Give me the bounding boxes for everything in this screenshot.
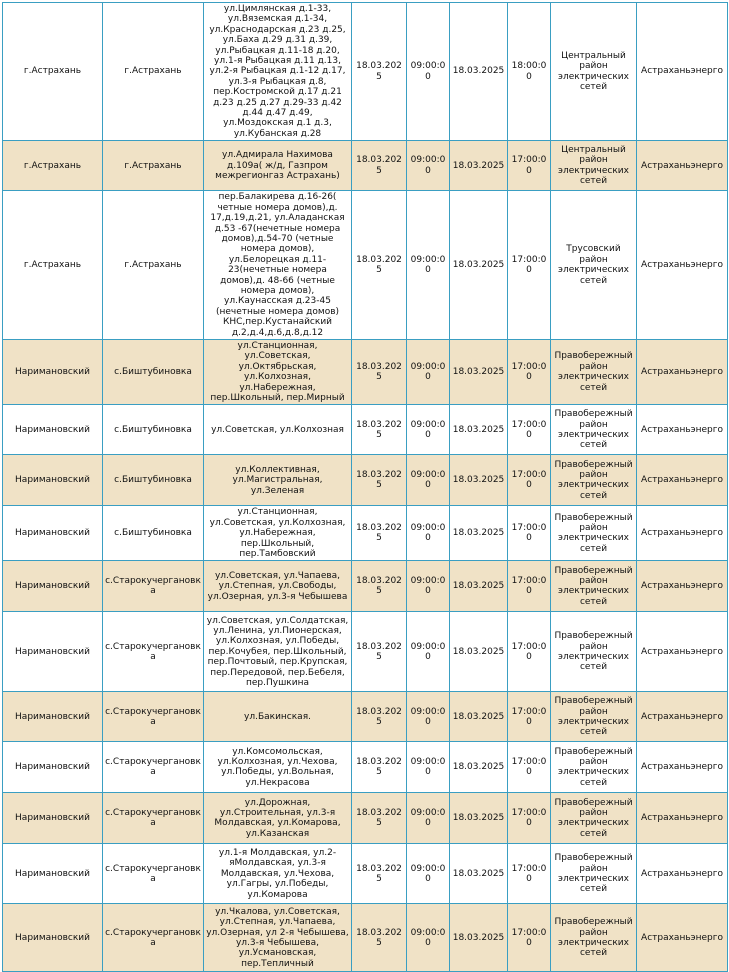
start-time-cell: 09:00:00 [407,561,450,612]
start-date-cell: 18.03.2025 [352,742,407,793]
district-cell: Наримановский [3,692,103,742]
district-cell: Наримановский [3,455,103,506]
start-time-cell: 09:00:00 [407,904,450,972]
table-row [3,3,728,141]
table-row [3,455,728,506]
streets-cell: ул.Адмирала Нахимова д.109а( ж/д, Газпром межрегионгаз Астрахань) [204,141,352,191]
table-row [3,742,728,793]
company-cell: Астраханьэнерго [637,612,728,692]
network-cell: Правобережный район электрических сетей [551,742,637,793]
company-cell: Астраханьэнерго [637,455,728,506]
end-date-cell: 18.03.2025 [450,561,508,612]
end-time-cell: 17:00:00 [508,561,551,612]
start-time-cell: 09:00:00 [407,612,450,692]
start-date-cell: 18.03.2025 [352,506,407,561]
company-cell: Астраханьэнерго [637,561,728,612]
start-time-cell: 09:00:00 [407,844,450,904]
settlement-cell: с.Старокучергановка [103,561,204,612]
end-date-cell: 18.03.2025 [450,742,508,793]
streets-cell: ул.Советская, ул.Чапаева, ул.Степная, ул.Свободы, ул.Озерная, ул.3-я Чебышева [204,561,352,612]
settlement-cell: г.Астрахань [103,3,204,141]
district-cell: Наримановский [3,904,103,972]
end-date-cell: 18.03.2025 [450,844,508,904]
company-cell: Астраханьэнерго [637,339,728,404]
table-row [3,141,728,191]
start-time-cell: 09:00:00 [407,506,450,561]
start-time-cell: 09:00:00 [407,141,450,191]
table-row [3,561,728,612]
start-date-cell: 18.03.2025 [352,141,407,191]
district-cell: Наримановский [3,742,103,793]
settlement-cell: с.Старокучергановка [103,692,204,742]
streets-cell: пер.Балакирева д.16-26( четные номера домов),д. 17,д.19,д.21, ул.Аладанская д.53 -67(нечетные номера домов),д.54-70 (четные номера домов), ул.Белорецкая д.11- 23(нечетные номера домов),д. 48-66 (четные номера домов), ул.Каунасская д.23-45 (нечетные номера домов) КНС,пер.Кустанайский д.2,д.4,д.6,д.8,д.12 [204,191,352,340]
district-cell: Наримановский [3,561,103,612]
start-date-cell: 18.03.2025 [352,844,407,904]
streets-cell: ул.Советская, ул.Колхозная [204,405,352,455]
company-cell: Астраханьэнерго [637,904,728,972]
settlement-cell: с.Старокучергановка [103,742,204,793]
end-time-cell: 17:00:00 [508,191,551,340]
network-cell: Правобережный район электрических сетей [551,844,637,904]
end-date-cell: 18.03.2025 [450,141,508,191]
table-row [3,339,728,404]
table-row [3,904,728,972]
start-time-cell: 09:00:00 [407,405,450,455]
end-time-cell: 17:00:00 [508,455,551,506]
streets-cell: ул.Бакинская. [204,692,352,742]
start-time-cell: 09:00:00 [407,692,450,742]
settlement-cell: с.Старокучергановка [103,844,204,904]
network-cell: Трусовский район электрических сетей [551,191,637,340]
start-date-cell: 18.03.2025 [352,692,407,742]
district-cell: г.Астрахань [3,3,103,141]
company-cell: Астраханьэнерго [637,742,728,793]
start-date-cell: 18.03.2025 [352,561,407,612]
table-row [3,612,728,692]
start-time-cell: 09:00:00 [407,339,450,404]
table-row [3,793,728,844]
table-row [3,844,728,904]
network-cell: Центральный район электрических сетей [551,3,637,141]
end-time-cell: 17:00:00 [508,742,551,793]
network-cell: Правобережный район электрических сетей [551,455,637,506]
table-row [3,692,728,742]
end-time-cell: 17:00:00 [508,844,551,904]
company-cell: Астраханьэнерго [637,141,728,191]
start-date-cell: 18.03.2025 [352,339,407,404]
streets-cell: ул.Цимлянская д.1-33, ул.Вяземская д.1-34, ул.Краснодарская д.23 д.25, ул.Баха д.29 д.31 д.39, ул.Рыбацкая д.11-18 д.20, ул.1-я Рыбацкая д.11 д.13, ул.2-я Рыбацкая д.1-12 д.17, ул.3-я Рыбацкая д.8, пер.Костромской д.17 д.21 д.23 д.25 д.27 д.29-33 д.42 д.44 д.47 д.49, ул.Моздокская д.1 д.3, ул.Кубанская д.28 [204,3,352,141]
end-date-cell: 18.03.2025 [450,692,508,742]
streets-cell: ул.Дорожная, ул.Строительная, ул.3-я Молдавская, ул.Комарова, ул.Казанская [204,793,352,844]
settlement-cell: с.Биштубиновка [103,405,204,455]
network-cell: Центральный район электрических сетей [551,141,637,191]
settlement-cell: с.Старокучергановка [103,904,204,972]
end-date-cell: 18.03.2025 [450,455,508,506]
company-cell: Астраханьэнерго [637,506,728,561]
start-date-cell: 18.03.2025 [352,612,407,692]
district-cell: Наримановский [3,844,103,904]
company-cell: Астраханьэнерго [637,844,728,904]
start-time-cell: 09:00:00 [407,455,450,506]
end-date-cell: 18.03.2025 [450,612,508,692]
district-cell: Наримановский [3,612,103,692]
streets-cell: ул.Станционная, ул.Советская, ул.Колхозная, ул.Набережная, пер.Школьный, пер.Тамбовский [204,506,352,561]
network-cell: Правобережный район электрических сетей [551,793,637,844]
district-cell: Наримановский [3,793,103,844]
table-row [3,405,728,455]
end-date-cell: 18.03.2025 [450,405,508,455]
district-cell: Наримановский [3,506,103,561]
start-date-cell: 18.03.2025 [352,3,407,141]
end-time-cell: 17:00:00 [508,692,551,742]
start-date-cell: 18.03.2025 [352,455,407,506]
end-time-cell: 17:00:00 [508,141,551,191]
streets-cell: ул.1-я Молдавская, ул.2- яМолдавская, ул.3-я Молдавская, ул.Чехова, ул.Гагры, ул.Победы, ул.Комарова [204,844,352,904]
end-date-cell: 18.03.2025 [450,506,508,561]
company-cell: Астраханьэнерго [637,793,728,844]
streets-cell: ул.Советская, ул.Солдатская, ул.Ленина, ул.Пионерская, ул.Колхозная, ул.Победы, пер.Кочубея, пер.Школьный, пер.Почтовый, пер.Крупская, пер.Передовой, пер.Бебеля, пер.Пушкина [204,612,352,692]
end-date-cell: 18.03.2025 [450,3,508,141]
company-cell: Астраханьэнерго [637,3,728,141]
start-date-cell: 18.03.2025 [352,904,407,972]
network-cell: Правобережный район электрических сетей [551,506,637,561]
end-time-cell: 18:00:00 [508,3,551,141]
outage-table [2,2,728,972]
start-time-cell: 09:00:00 [407,191,450,340]
settlement-cell: с.Биштубиновка [103,506,204,561]
network-cell: Правобережный район электрических сетей [551,339,637,404]
streets-cell: ул.Коллективная, ул.Магистральная, ул.Зеленая [204,455,352,506]
settlement-cell: с.Старокучергановка [103,793,204,844]
start-time-cell: 09:00:00 [407,793,450,844]
settlement-cell: с.Биштубиновка [103,339,204,404]
table-row [3,191,728,340]
end-date-cell: 18.03.2025 [450,904,508,972]
table-row [3,506,728,561]
streets-cell: ул.Станционная, ул.Советская, ул.Октябрьская, ул.Колхозная, ул.Набережная, пер.Школьный, пер.Мирный [204,339,352,404]
settlement-cell: с.Старокучергановка [103,612,204,692]
end-date-cell: 18.03.2025 [450,793,508,844]
end-time-cell: 17:00:00 [508,506,551,561]
start-date-cell: 18.03.2025 [352,793,407,844]
network-cell: Правобережный район электрических сетей [551,405,637,455]
settlement-cell: г.Астрахань [103,141,204,191]
company-cell: Астраханьэнерго [637,692,728,742]
settlement-cell: с.Биштубиновка [103,455,204,506]
start-time-cell: 09:00:00 [407,742,450,793]
end-time-cell: 17:00:00 [508,612,551,692]
settlement-cell: г.Астрахань [103,191,204,340]
company-cell: Астраханьэнерго [637,405,728,455]
district-cell: Наримановский [3,405,103,455]
end-time-cell: 17:00:00 [508,904,551,972]
end-time-cell: 17:00:00 [508,405,551,455]
streets-cell: ул.Комсомольская, ул.Колхозная, ул.Чехова, ул.Победы, ул.Вольная, ул.Некрасова [204,742,352,793]
streets-cell: ул.Чкалова, ул.Советская, ул.Степная, ул.Чапаева, ул.Озерная, ул 2-я Чебышева, ул.3-я Чебышева, ул.Усмановская, пер.Тепличный [204,904,352,972]
start-date-cell: 18.03.2025 [352,405,407,455]
network-cell: Правобережный район электрических сетей [551,561,637,612]
network-cell: Правобережный район электрических сетей [551,904,637,972]
network-cell: Правобережный район электрических сетей [551,612,637,692]
company-cell: Астраханьэнерго [637,191,728,340]
end-time-cell: 17:00:00 [508,793,551,844]
start-time-cell: 09:00:00 [407,3,450,141]
district-cell: г.Астрахань [3,191,103,340]
start-date-cell: 18.03.2025 [352,191,407,340]
district-cell: Наримановский [3,339,103,404]
end-date-cell: 18.03.2025 [450,339,508,404]
end-time-cell: 17:00:00 [508,339,551,404]
end-date-cell: 18.03.2025 [450,191,508,340]
district-cell: г.Астрахань [3,141,103,191]
network-cell: Правобережный район электрических сетей [551,692,637,742]
